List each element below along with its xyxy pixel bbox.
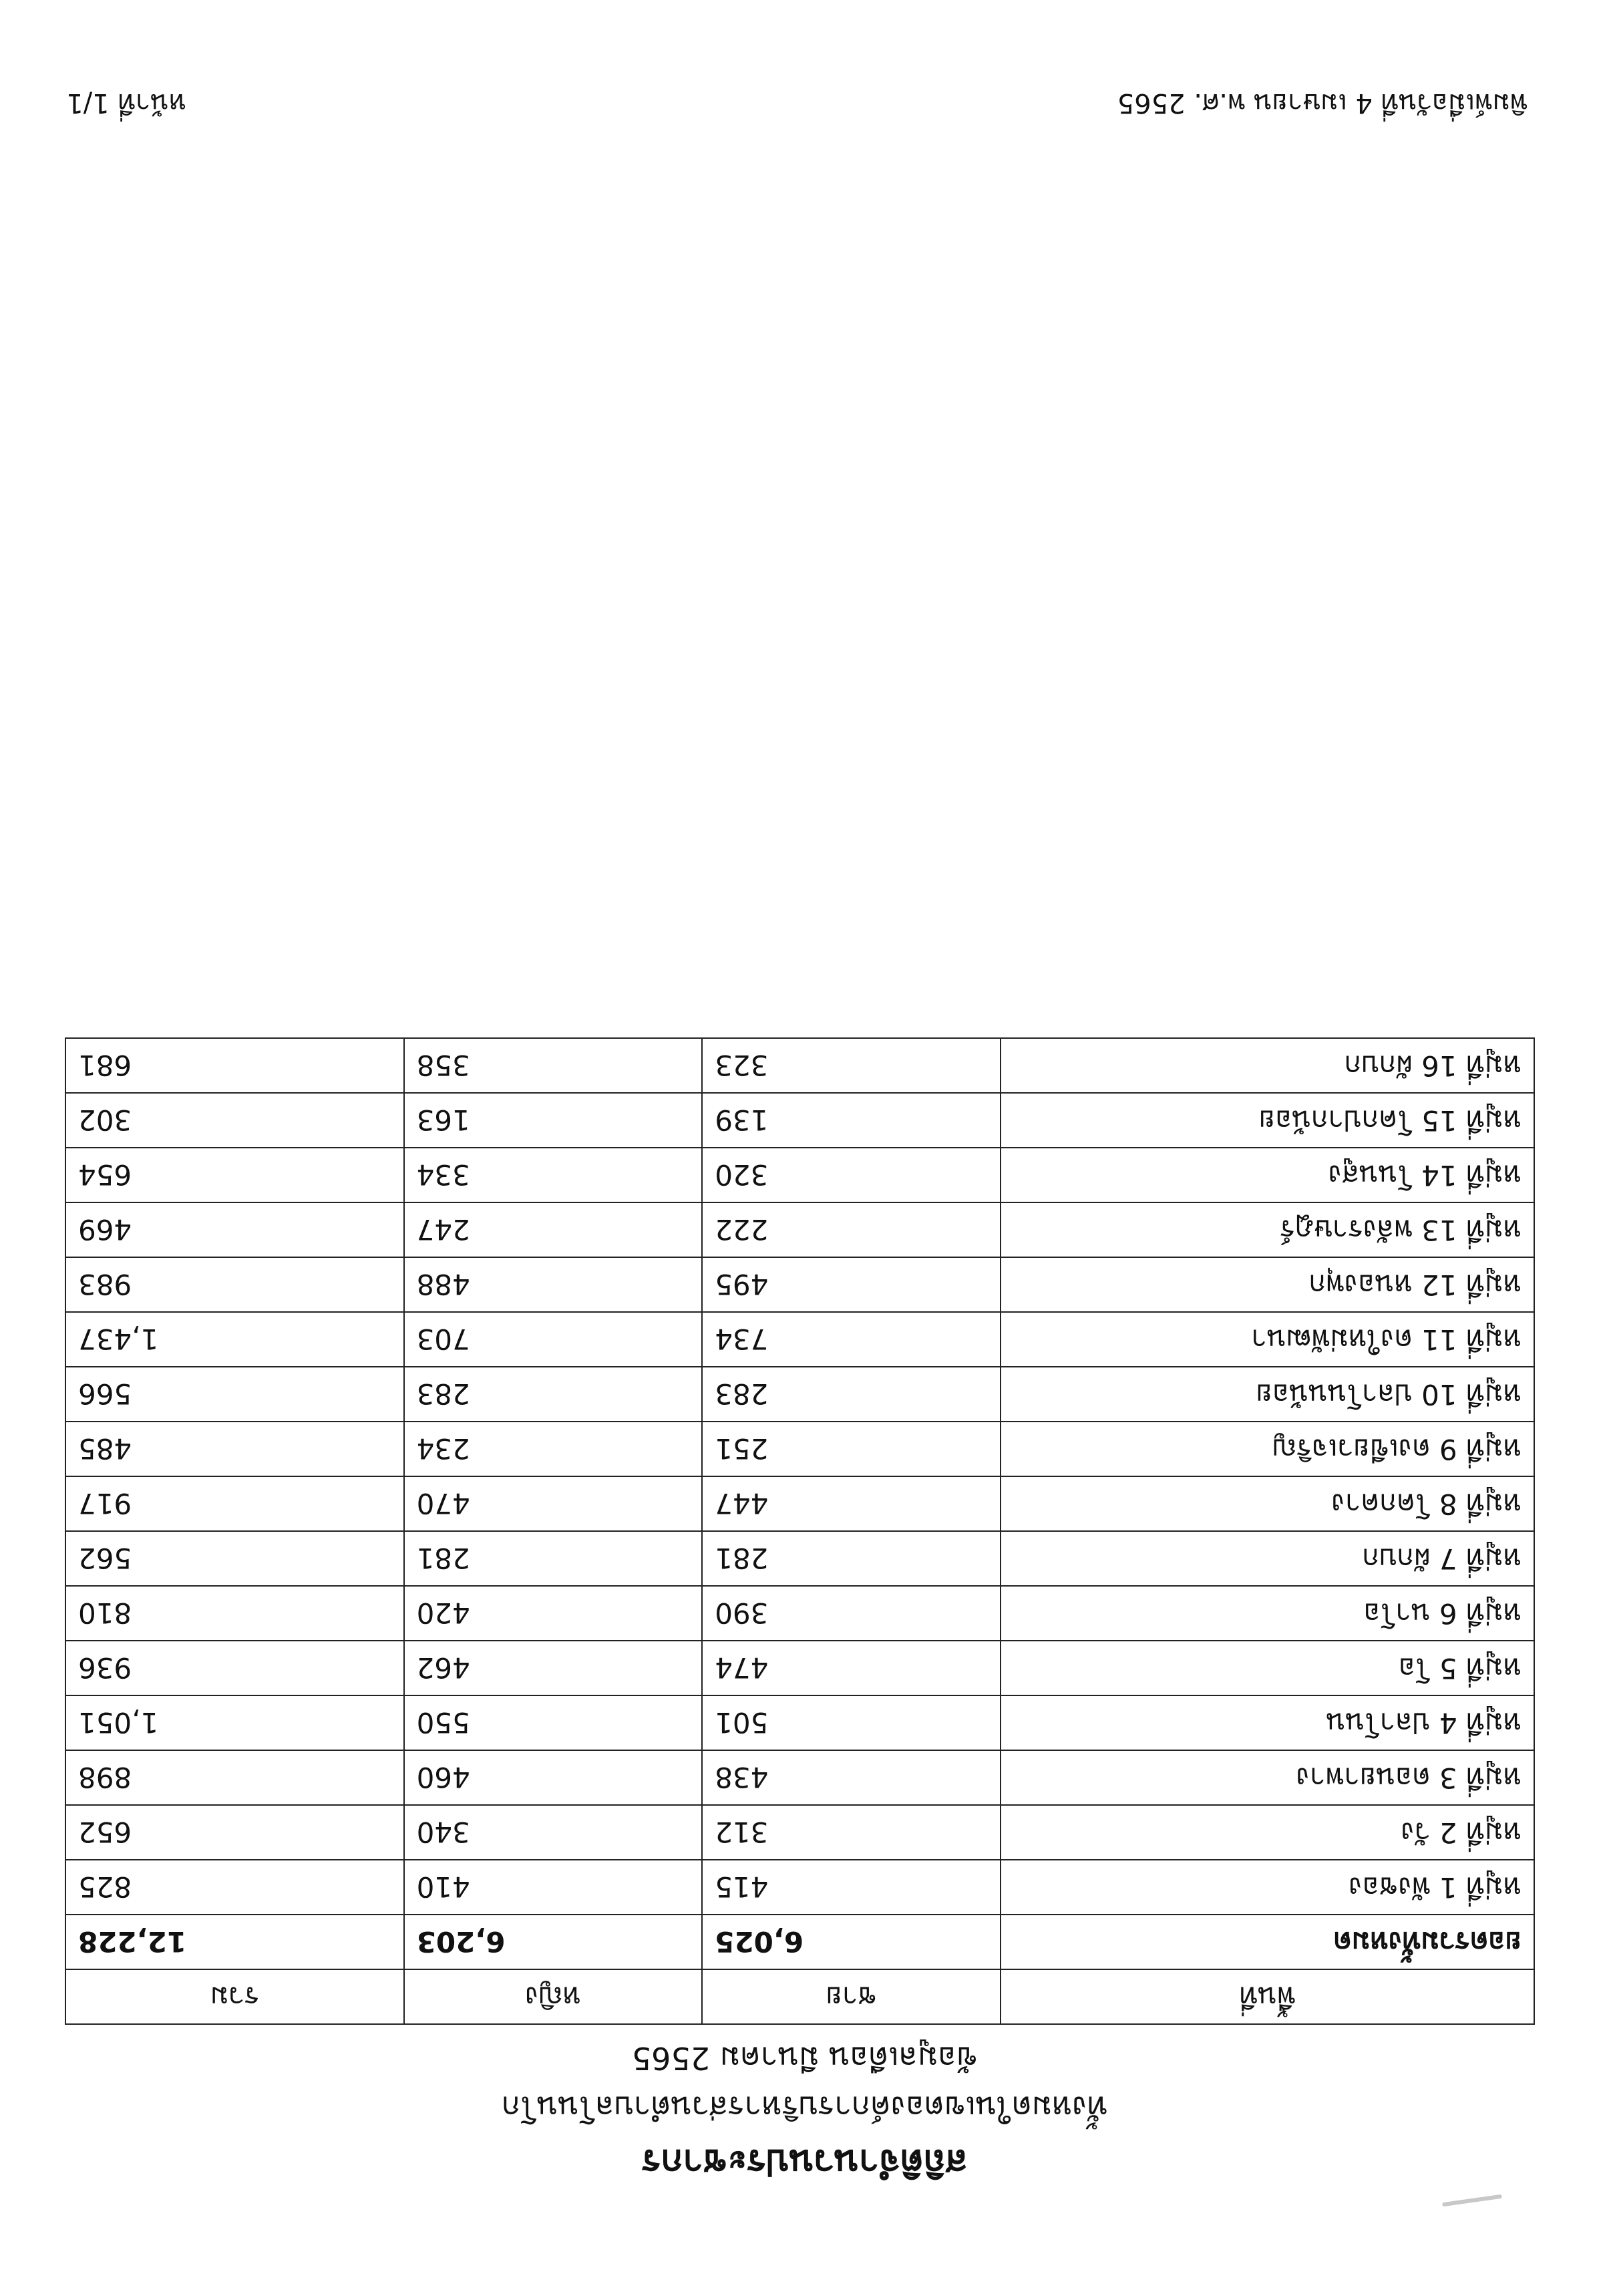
total-row-total: 12,228 (65, 1915, 404, 1969)
page-number: หน้าที่ 1/1 (66, 88, 186, 118)
cell-male: 320 (702, 1148, 1001, 1202)
cell-area: หมู่ที่ 1 พังชอง (1001, 1860, 1534, 1915)
table-row (65, 1750, 1534, 1805)
cell-total: 898 (65, 1750, 404, 1805)
table-row (65, 1038, 1534, 1093)
page-title: สถิติจำนวนประชากร (641, 2142, 968, 2184)
cell-total: 469 (65, 1202, 404, 1257)
table-row (65, 1531, 1534, 1586)
table-row (65, 1093, 1534, 1148)
cell-total: 810 (65, 1586, 404, 1641)
cell-male: 415 (702, 1860, 1001, 1915)
cell-area: หมู่ที่ 9 ดงเขียวเจริญ (1001, 1422, 1534, 1476)
table-row (65, 1641, 1534, 1695)
cell-area: หมู่ที่ 2 วัง (1001, 1805, 1534, 1860)
total-row-label: ยอดรวมทั้งหมด (1001, 1915, 1534, 1969)
cell-male: 323 (702, 1038, 1001, 1093)
cell-total: 302 (65, 1093, 404, 1148)
cell-total: 1,051 (65, 1695, 404, 1750)
cell-total: 681 (65, 1038, 404, 1093)
table-row (65, 1312, 1534, 1367)
cell-male: 251 (702, 1422, 1001, 1476)
cell-area: หมู่ที่ 3 ดอนยาพาง (1001, 1750, 1534, 1805)
table-row (65, 1695, 1534, 1750)
cell-area: หมู่ที่ 16 ผักบก (1001, 1038, 1534, 1093)
cell-total: 1,437 (65, 1312, 404, 1367)
cell-male: 734 (702, 1312, 1001, 1367)
cell-female: 488 (404, 1257, 703, 1312)
table-row (65, 1805, 1534, 1860)
cell-total: 936 (65, 1641, 404, 1695)
column-header-total: รวม (65, 1969, 404, 2024)
cell-area: หมู่ที่ 12 หนองพุก (1001, 1257, 1534, 1312)
cell-female: 281 (404, 1531, 703, 1586)
cell-female: 283 (404, 1367, 703, 1422)
cell-area: หมู่ที่ 14 โนนสูง (1001, 1148, 1534, 1202)
table-row (65, 1860, 1534, 1915)
cell-female: 462 (404, 1641, 703, 1695)
cell-area: หมู่ที่ 7 ผักบก (1001, 1531, 1534, 1586)
cell-female: 358 (404, 1038, 703, 1093)
cell-female: 470 (404, 1476, 703, 1531)
cell-area: หมู่ที่ 4 ปลาโนน (1001, 1695, 1534, 1750)
cell-male: 281 (702, 1531, 1001, 1586)
column-header-male: ชาย (702, 1969, 1001, 2024)
population-table (65, 1037, 1535, 2025)
cell-female: 410 (404, 1860, 703, 1915)
cell-male: 283 (702, 1367, 1001, 1422)
cell-male: 139 (702, 1093, 1001, 1148)
table-header-row (65, 1969, 1534, 2024)
cell-area: หมู่ที่ 11 ดงใหม่พัฒนา (1001, 1312, 1534, 1367)
cell-area: หมู่ที่ 15 โคกปากน้อย (1001, 1093, 1534, 1148)
column-header-area: พื้นที่ (1001, 1969, 1534, 2024)
cell-male: 312 (702, 1805, 1001, 1860)
cell-female: 334 (404, 1148, 703, 1202)
cell-male: 390 (702, 1586, 1001, 1641)
cell-total: 566 (65, 1367, 404, 1422)
table-row (65, 1148, 1534, 1202)
cell-male: 222 (702, 1202, 1001, 1257)
total-row-female: 6,203 (404, 1915, 703, 1969)
cell-female: 420 (404, 1586, 703, 1641)
cell-area: หมู่ที่ 5 โอ (1001, 1641, 1534, 1695)
cell-total: 917 (65, 1476, 404, 1531)
cell-total: 654 (65, 1148, 404, 1202)
column-header-female: หญิง (404, 1969, 703, 2024)
cell-area: หมู่ที่ 13 พลังราษฎร์ (1001, 1202, 1534, 1257)
page-subtitle: ทั้งหมดในเขตองค์การบริหารส่วนตำบลโนนโก (502, 2090, 1107, 2126)
cell-male: 501 (702, 1695, 1001, 1750)
report-period: ข้อมูลเดือน มีนาคม 2565 (631, 2040, 978, 2076)
table-row (65, 1257, 1534, 1312)
cell-female: 550 (404, 1695, 703, 1750)
cell-female: 703 (404, 1312, 703, 1367)
total-row-male: 6,025 (702, 1915, 1001, 1969)
table-row (65, 1367, 1534, 1422)
cell-male: 474 (702, 1641, 1001, 1695)
cell-male: 447 (702, 1476, 1001, 1531)
table-row (65, 1202, 1534, 1257)
scan-mark (1442, 2194, 1502, 2206)
table-row (65, 1586, 1534, 1641)
cell-female: 234 (404, 1422, 703, 1476)
cell-male: 438 (702, 1750, 1001, 1805)
cell-female: 163 (404, 1093, 703, 1148)
cell-total: 652 (65, 1805, 404, 1860)
cell-area: หมู่ที่ 6 นาโอ (1001, 1586, 1534, 1641)
cell-area: หมู่ที่ 10 ปลาโนนน้อย (1001, 1367, 1534, 1422)
cell-total: 485 (65, 1422, 404, 1476)
print-date: พิมพ์เมื่อวันที่ 4 เมษายน พ.ศ. 2565 (1117, 88, 1528, 118)
cell-total: 562 (65, 1531, 404, 1586)
cell-area: หมู่ที่ 8 โคกคาง (1001, 1476, 1534, 1531)
cell-female: 460 (404, 1750, 703, 1805)
table-row (65, 1476, 1534, 1531)
table-total-row (65, 1915, 1534, 1969)
cell-male: 495 (702, 1257, 1001, 1312)
table-row (65, 1422, 1534, 1476)
cell-total: 825 (65, 1860, 404, 1915)
cell-total: 983 (65, 1257, 404, 1312)
cell-female: 340 (404, 1805, 703, 1860)
cell-female: 247 (404, 1202, 703, 1257)
